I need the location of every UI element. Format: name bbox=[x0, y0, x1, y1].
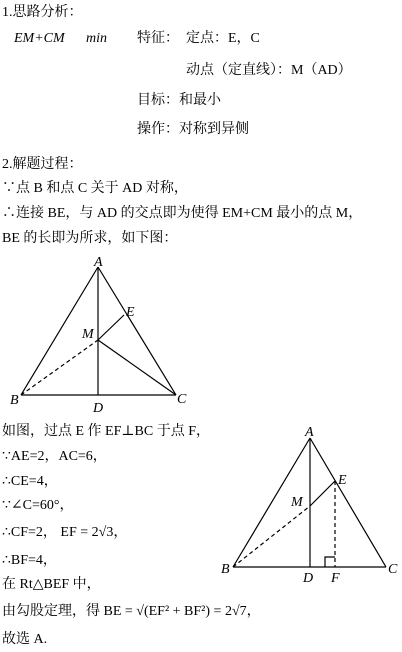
fixed-points: 定点：E，C bbox=[186, 31, 260, 46]
em-cm-expression: EM+CM bbox=[14, 31, 65, 46]
fig2-label-b: B bbox=[221, 562, 230, 577]
fig1-label-e: E bbox=[126, 305, 135, 320]
fig2-label-m: M bbox=[291, 495, 303, 510]
proof-line-7: 在 Rt△BEF 中， bbox=[2, 577, 101, 592]
proof-line-1: 如图，过点 E 作 EF⊥BC 于点 F， bbox=[2, 424, 211, 439]
fig2-label-e: E bbox=[338, 473, 347, 488]
fig1-dashed-bm bbox=[21, 340, 98, 395]
proof-line-5: ∴CF=2， EF = 2√3， bbox=[2, 525, 128, 540]
fig2-label-c: C bbox=[388, 562, 398, 577]
moving-point: 动点（定直线）：M（AD） bbox=[186, 63, 352, 78]
fig1-label-a: A bbox=[94, 255, 103, 270]
proof-line-4: ∵∠C=60°， bbox=[2, 498, 74, 513]
solution-line-1: ∵点 B 和点 C 关于 AD 对称， bbox=[2, 181, 188, 196]
fig2-segment-me bbox=[310, 481, 335, 506]
fig2-label-a: A bbox=[305, 425, 314, 440]
fig2-label-d: D bbox=[303, 571, 314, 586]
proof-line-3: ∴CE=4， bbox=[2, 474, 58, 489]
fig1-label-d: D bbox=[93, 401, 104, 416]
section1-heading: 1.思路分析： bbox=[2, 5, 83, 20]
fig2-right-angle-mark bbox=[325, 557, 335, 567]
proof-line-2: ∵AE=2，AC=6， bbox=[2, 449, 107, 464]
solution-line-2: ∴连接 BE，与 AD 的交点即为使得 EM+CM 最小的点 M， bbox=[2, 206, 363, 221]
fig1-side-ac bbox=[98, 267, 176, 395]
features-label: 特征： bbox=[137, 31, 179, 46]
fig1-segment-mc bbox=[98, 340, 176, 395]
goal-line: 目标：和最小 bbox=[137, 93, 221, 108]
fig1-label-m: M bbox=[82, 327, 94, 342]
triangle-figure-1 bbox=[0, 250, 200, 420]
fig2-label-f: F bbox=[331, 571, 340, 586]
fig2-dashed-bm bbox=[233, 506, 310, 567]
triangle-figure-2 bbox=[215, 420, 402, 590]
fig2-side-ac bbox=[310, 438, 386, 567]
proof-line-6: ∴BF=4， bbox=[2, 553, 57, 568]
operation-line: 操作：对称到异侧 bbox=[137, 122, 249, 137]
section2-heading: 2.解题过程： bbox=[2, 157, 83, 172]
fig1-label-c: C bbox=[177, 392, 187, 407]
proof-line-9: 故选 A. bbox=[2, 632, 48, 647]
fig1-segment-me bbox=[98, 315, 124, 340]
fig1-label-b: B bbox=[10, 393, 19, 408]
solution-line-3: BE 的长即为所求，如下图： bbox=[2, 231, 178, 246]
min-label: min bbox=[86, 31, 107, 46]
proof-line-8: 由勾股定理，得 BE = √(EF² + BF²) = 2√7， bbox=[2, 604, 261, 619]
